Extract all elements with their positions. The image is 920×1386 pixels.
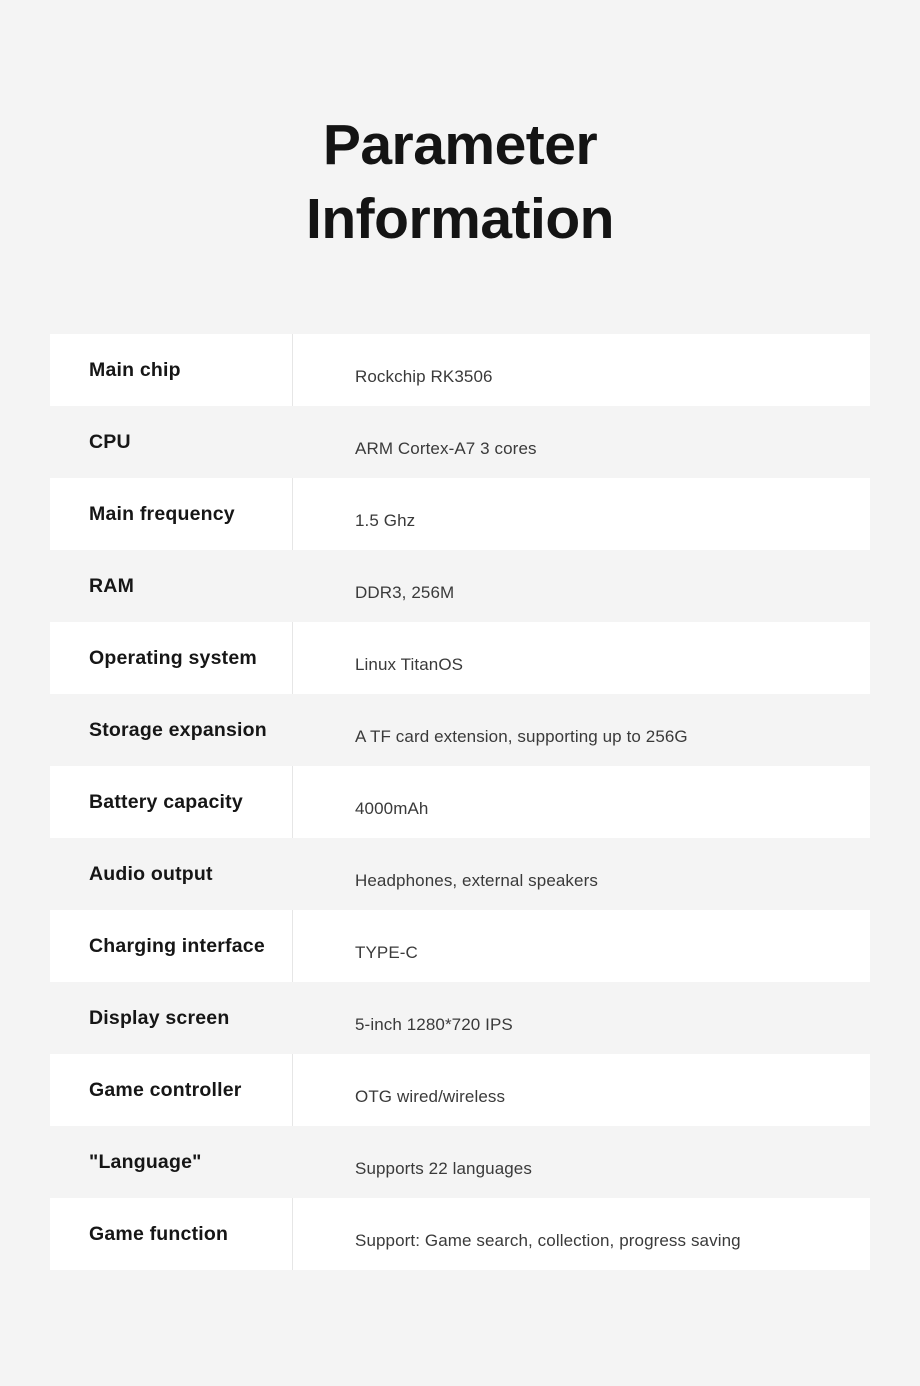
spec-label: Main chip (50, 334, 293, 406)
spec-label: Game controller (50, 1054, 293, 1126)
spec-label: Display screen (89, 1006, 230, 1029)
spec-value: Linux TitanOS (355, 655, 464, 675)
spec-value: TYPE-C (355, 943, 418, 963)
spec-label: Audio output (89, 862, 213, 885)
spec-label: Battery capacity (50, 766, 293, 838)
table-row (50, 550, 870, 622)
spec-value: Supports 22 languages (355, 1159, 532, 1179)
spec-value: 1.5 Ghz (355, 511, 416, 531)
spec-value: Rockchip RK3506 (355, 367, 493, 387)
spec-label: RAM (89, 574, 135, 597)
spec-label: Operating system (50, 622, 293, 694)
spec-value: 4000mAh (355, 799, 429, 819)
spec-label: Main frequency (50, 478, 293, 550)
table-row (50, 622, 870, 694)
table-row (50, 766, 870, 838)
spec-label: Storage expansion (89, 718, 267, 741)
table-row (50, 478, 870, 550)
table-row (50, 334, 870, 406)
spec-value: OTG wired/wireless (355, 1087, 506, 1107)
table-row (50, 1054, 870, 1126)
spec-value: Support: Game search, collection, progress saving (355, 1231, 741, 1251)
specification-table (50, 334, 870, 1270)
spec-label: "Language" (89, 1150, 202, 1173)
page-title (0, 0, 920, 256)
table-row (50, 1198, 870, 1270)
table-row (50, 406, 870, 478)
spec-label: Charging interface (50, 910, 293, 982)
table-row (50, 910, 870, 982)
spec-label: Game function (50, 1198, 293, 1270)
table-row (50, 694, 870, 766)
page-title-line-2: Information (306, 187, 614, 252)
page-title-line-1: Parameter (322, 113, 598, 177)
spec-value: Headphones, external speakers (355, 871, 598, 891)
spec-value: DDR3, 256M (355, 583, 455, 603)
spec-label: CPU (89, 430, 131, 453)
table-row (50, 982, 870, 1054)
table-row (50, 1126, 870, 1198)
spec-value: ARM Cortex-A7 3 cores (355, 439, 537, 459)
table-row (50, 838, 870, 910)
spec-value: 5-inch 1280*720 IPS (355, 1015, 513, 1035)
spec-value: A TF card extension, supporting up to 256G (355, 727, 688, 747)
